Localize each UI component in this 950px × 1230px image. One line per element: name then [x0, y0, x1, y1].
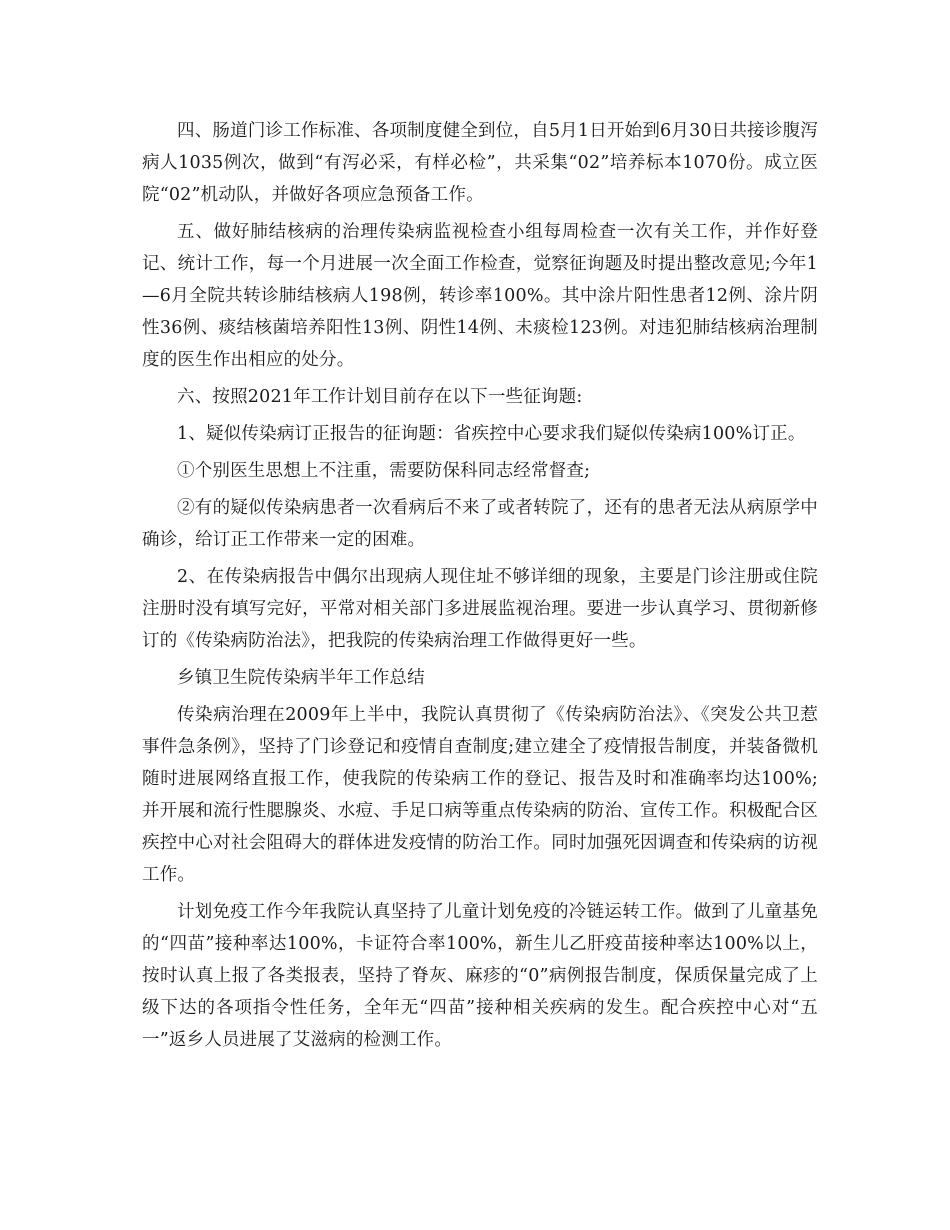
section-title: 乡镇卫生院传染病半年工作总结 — [177, 668, 425, 688]
paragraph-problem-1b: ②有的疑似传染病患者一次看病后不来了或者转院了，还有的患者无法从病原学中确诊，给订正工作带来一定的困难。 — [142, 498, 818, 550]
document-body — [142, 115, 818, 1061]
paragraph-infectious-disease-management: 传染病治理在2009年上半中，我院认真贯彻了《传染病防治法》、《突发公共卫惹事件急条例》，坚持了门诊登记和疫情自查制度;建立建全了疫情报告制度，并装备微机随时进展网络直报工作，使我院的传染病工作的登记、报告及时和准确率均达100%;并开展和流行性腮腺炎、水痘、手足口病等重点传染病的防治、宣传工作。积极配合区疾控中心对社会阻碍大的群体进发疫情的防治工作。同时加强死因调查和传染病的访视工作。 — [142, 705, 818, 885]
paragraph-intestinal-clinic: 四、肠道门诊工作标准、各项制度健全到位，自5月1日开始到6月30日共接诊腹泻病人1035例次，做到“有泻必采，有样必检”，共采集“02”培养标本1070份。成立医院“02”机动队，并做好各项应急预备工作。 — [142, 121, 818, 205]
paragraph-problem-2: 2、在传染病报告中偶尔出现病人现住址不够详细的现象，主要是门诊注册或住院注册时没有填写完好，平常对相关部门多进展监视治理。要进一步认真学习、贯彻新修订的《传染病防治法》，把我院的传染病治理工作做得更好一些。 — [142, 567, 818, 651]
paragraph-problem-1: 1、疑似传染病订正报告的征询题：省疾控中心要求我们疑似传染病100%订正。 — [177, 424, 806, 444]
paragraph-immunization: 计划免疫工作今年我院认真坚持了儿童计划免疫的冷链运转工作。做到了儿童基免的“四苗”接种率达100%，卡证符合率100%，新生儿乙肝疫苗接种率达100%以上，按时认真上报了各类报表，坚持了脊灰、麻疹的“0”病例报告制度，保质保量完成了上级下达的各项指令性任务，全年无“四苗”接种相关疾病的发生。配合疾控中心对“五一”返乡人员进展了艾滋病的检测工作。 — [142, 902, 818, 1050]
paragraph-problem-1a: ①个别医生思想上不注重，需要防保科同志经常督查; — [177, 461, 591, 481]
paragraph-problems-heading: 六、按照2021年工作计划目前存在以下一些征询题: — [177, 387, 583, 407]
paragraph-tuberculosis: 五、做好肺结核病的治理传染病监视检查小组每周检查一次有关工作，并作好登记、统计工作，每一个月进展一次全面工作检查，觉察征询题及时提出整改意见;今年1—6月全院共转诊肺结核病人198例，转诊率100%。其中涂片阳性患者12例、涂片阴性36例、痰结核菌培养阳性13例、阴性14例、未痰检123例。对违犯肺结核病治理制度的医生作出相应的处分。 — [142, 222, 818, 370]
